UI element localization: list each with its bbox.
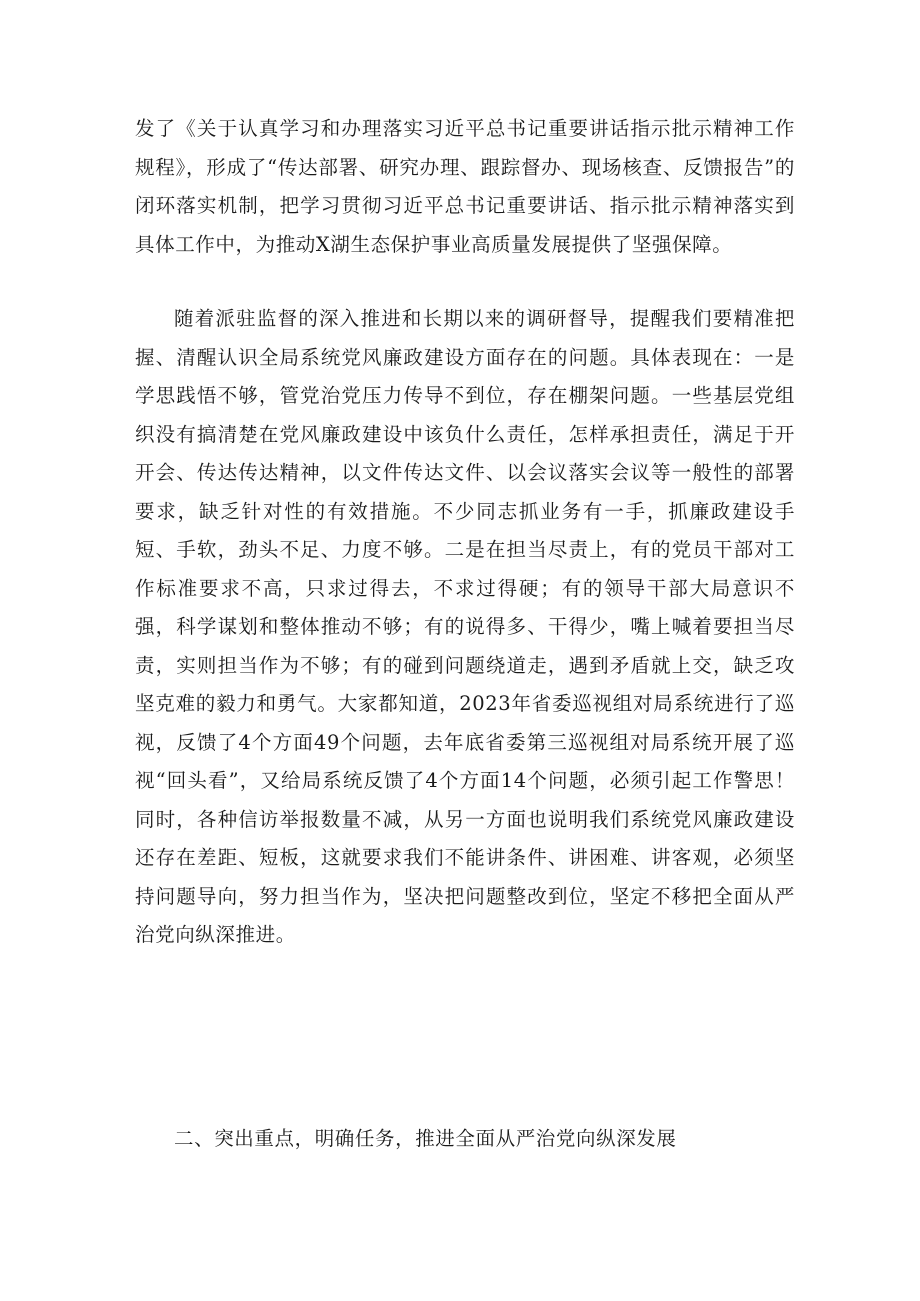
section-heading: 二、突出重点，明确任务，推进全面从严治党向纵深发展 (174, 1127, 677, 1150)
paragraph-continuation: 发了《关于认真学习和办理落实习近平总书记重要讲话指示批示精神工作规程》，形成了“传达部署、研究办理、跟踪督办、现场核查、反馈报告”的闭环落实机制，把学习贯彻习近平总书记重要讲话、指示批示精神落实到具体工作中，为推动X湖生态保护事业高质量发展提供了坚强保障。 (135, 117, 795, 256)
paragraph-problems: 随着派驻监督的深入推进和长期以来的调研督导，提醒我们要精准把握、清醒认识全局系统党风廉政建设方面存在的问题。具体表现在：一是学思践悟不够，管党治党压力传导不到位，存在棚架问题。一些基层党组织没有搞清楚在党风廉政建设中该负什么责任，怎样承担责任，满足于开开会、传达传达精神，以文件传达文件、以会议落实会议等一般性的部署要求，缺乏针对性的有效措施。不少同志抓业务有一手，抓廉政建设手短、手软，劲头不足、力度不够。二是在担当尽责上，有的党员干部对工作标准要求不高，只求过得去，不求过得硬；有的领导干部大局意识不强，科学谋划和整体推动不够；有的说得多、干得少，嘴上喊着要担当尽责，实则担当作为不够；有的碰到问题绕道走，遇到矛盾就上交，缺乏攻坚克难的毅力和勇气。大家都知道，2023年省委巡视组对局系统进行了巡视，反馈了4个方面49个问题，去年底省委第三巡视组对局系统开展了巡视“回头看”，又给局系统反馈了4个方面14个问题，必须引起工作警思！同时，各种信访举报数量不减，从另一方面也说明我们系统党风廉政建设还存在差距、短板，这就要求我们不能讲条件、讲困难、讲客观，必须坚持问题导向，努力担当作为，坚决把问题整改到位，坚定不移把全面从严治党向纵深推进。 (135, 307, 795, 946)
